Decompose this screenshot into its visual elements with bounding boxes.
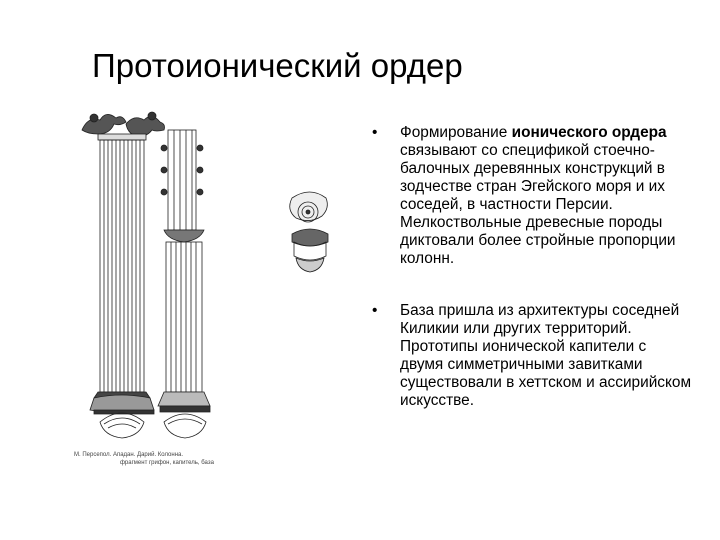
bull-capital-drawing <box>82 112 165 140</box>
bullet-item-1 <box>372 124 692 268</box>
bullet-text-part: связывают со спецификой стоечно-балочных деревянных конструкций в зодчестве стран Эгейского моря и их соседей, в частности Персии. Мелкоствольные древесные породы диктовали более стройные пропорции колонн. <box>400 142 676 267</box>
figure-caption-line2: фрагмент грифон, капитель, база <box>120 460 214 466</box>
bullet-marker: • <box>372 302 378 319</box>
figure-caption-line1: М. Персепол. Ападан. Дарий. Колонна. <box>74 452 184 458</box>
bullet-bold-term: ионического ордера <box>511 124 667 141</box>
bullet-text <box>400 124 676 267</box>
bullet-text-part: Формирование <box>400 124 512 141</box>
middle-column-drawing <box>158 130 210 438</box>
volute-capital-detail <box>290 192 328 272</box>
slide-title: Протоионический ордер <box>92 47 463 84</box>
bullet-text: База пришла из архитектуры соседней Киликии или других территорий. Прототипы ионической капители с двумя симметричными завитками существовали в хеттском и ассирийском искусстве. <box>400 302 692 409</box>
bullet-list <box>372 124 692 410</box>
bullet-item-2 <box>372 302 692 410</box>
bullet-marker: • <box>372 124 378 141</box>
left-column-shaft <box>100 140 144 392</box>
left-column-base <box>90 392 154 438</box>
column-illustration <box>60 100 350 480</box>
